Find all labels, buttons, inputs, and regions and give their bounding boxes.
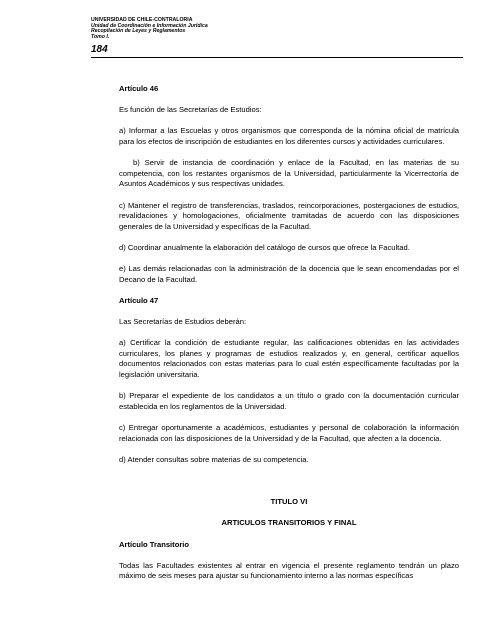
document-body: [119, 84, 459, 582]
article-46-item-d: d) Coordinar anualmente la elaboración del catálogo de cursos que ofrece la Facultad.: [119, 242, 410, 252]
section-subtitle: ARTICULOS TRANSITORIOS Y FINAL: [221, 518, 357, 528]
article-46-item-c: c) Mantener el registro de transferencias, traslados, reincorporaciones, postergaciones de estudios, revalidaciones y homologaciones, oficialmente tramitadas de acuerdo con las disposiciones generales de la Universidad y específicas de la Facultad.: [119, 200, 459, 231]
header-institution: UNIVERSIDAD DE CHILE-CONTRALORIA: [91, 17, 193, 23]
article-47-item-b: b) Preparar el expediente de los candidatos a un título o grado con la documentación curricular establecida en los reglamentos de la Universidad.: [119, 391, 459, 411]
article-47-item-c: c) Entregar oportunamente a académicos, estudiantes y personal de colaboración la información relacionada con las disposiciones de la Universidad y de la Facultad, que afecten a la docencia.: [119, 423, 459, 443]
article-47-title: Artículo 47: [119, 295, 159, 305]
article-46-intro: Es función de las Secretarías de Estudios:: [119, 105, 262, 115]
article-47-item-d: d) Atender consultas sobre materias de su competencia.: [119, 454, 309, 464]
header-unit: Unidad de Coordinación e Información Jurídica: [91, 22, 208, 29]
header-volume: Tomo I.: [91, 33, 110, 40]
article-46-item-e: e) Las demás relacionadas con la administración de la docencia que le sean encomendadas por el Decano de la Facultad.: [119, 264, 459, 284]
article-47-intro: Las Secretarías de Estudios deberán:: [119, 317, 247, 327]
page-number: 184: [91, 44, 108, 55]
header-collection: Recopilación de Leyes y Reglamentos: [91, 28, 186, 35]
transitory-article-text: Todas las Facultades existentes al entrar en vigencia el presente reglamento tendrán un plazo máximo de seis meses para ajustar su funcionamiento interno a las normas específicas: [119, 560, 459, 581]
transitory-article-title: Artículo Transitorio: [119, 539, 190, 549]
article-46-title: Artículo 46: [119, 84, 159, 93]
header-rule: [91, 57, 463, 58]
section-title: TITULO VI: [270, 497, 308, 507]
article-47-item-a: a) Certificar la condición de estudiante regular, las calificaciones obtenidas en las actividades curriculares, los planes y programas de estudios realizados y, en general, certificar aquellos documentos relacionados con estas materias para lo cual estén específicamente facultadas por la legislación universitaria.: [119, 338, 459, 380]
article-46-item-a: a) Informar a las Escuelas y otros organismos que corresponda de la nómina oficial de matrícula para los efectos de inscripción de estudiantes en los diferentes cursos y actividades curriculares.: [119, 126, 459, 146]
document-header: [91, 18, 208, 40]
article-46-item-b: b) Servir de instancia de coordinación y enlace de la Facultad, en las materias de su competencia, con los restantes organismos de la Universidad, particularmente la Vicerrectoría de Asuntos Académicos y sus respectivas unidades.: [119, 158, 459, 189]
